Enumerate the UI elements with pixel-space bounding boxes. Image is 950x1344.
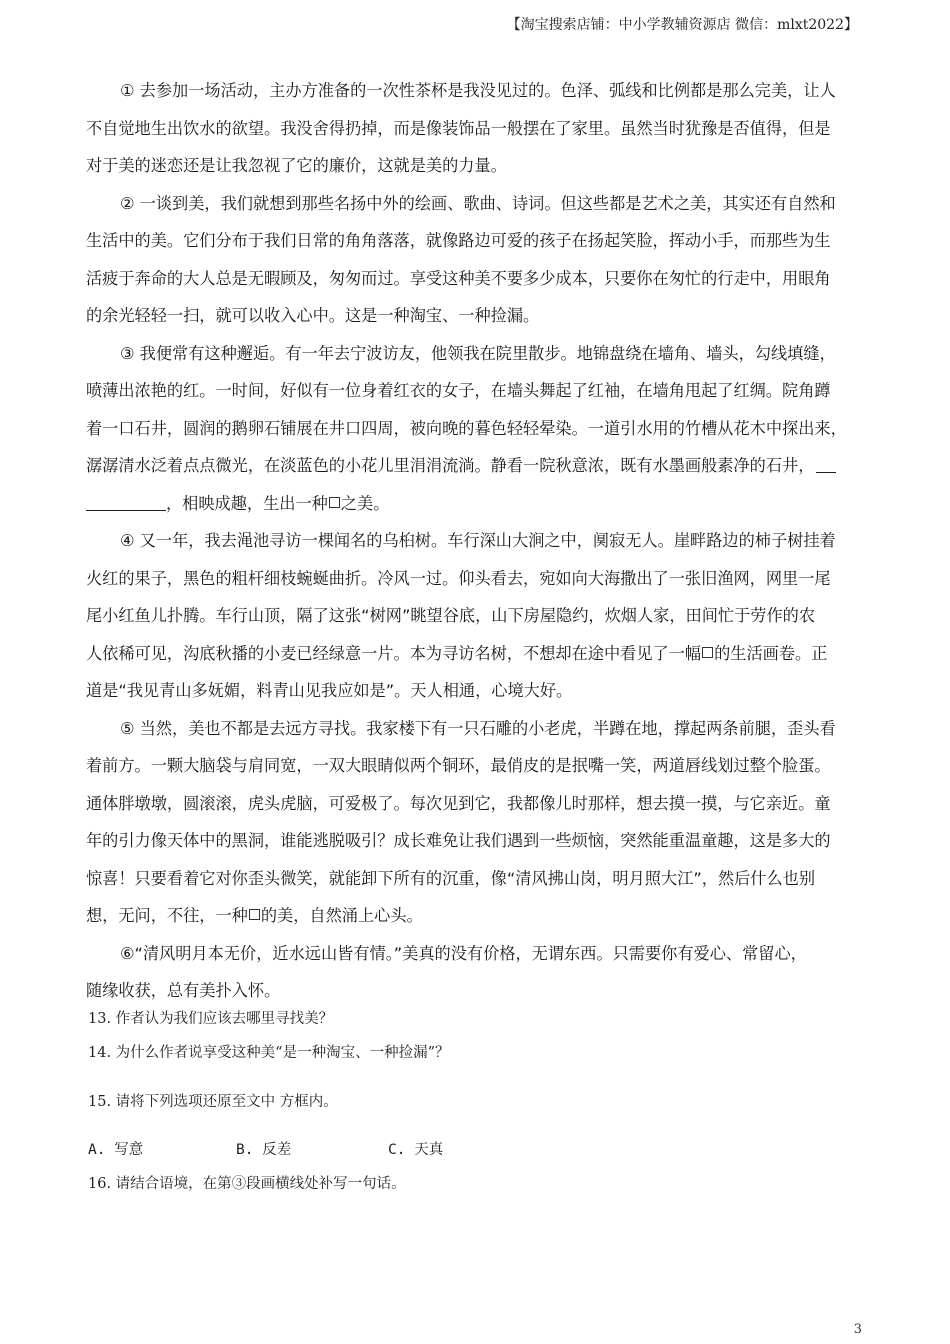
- question-14: 14. 为什么作者说享受这种美“是一种淘宝、一种捡漏”？: [88, 1045, 450, 1061]
- paragraph-line: 随缘收获，总有美扑入怀。: [86, 981, 281, 1000]
- paragraph-line: 道是“我见青山多妩媚，料青山见我应如是”。天人相通，心境大好。: [86, 681, 573, 700]
- paragraph-text: ，相映成趣，生出一种: [166, 493, 328, 513]
- paragraph-line: 着一口石井，圆润的鹅卵石铺展在井口四周，被向晚的暮色轻轻晕染。一道引水用的竹槽从花木中探出来，: [86, 418, 847, 438]
- paragraph-text: 的生活画卷。正: [714, 643, 828, 663]
- question-15: 15. 请将下列选项还原至文中 方框内。: [88, 1094, 338, 1110]
- paragraph-line: 对于美的迷恋还是让我忽视了它的廉价，这就是美的力量。: [86, 156, 507, 175]
- question-16: 16. 请结合语境，在第③段画横线处补写一句话。: [88, 1176, 406, 1192]
- paragraph-line: ① 去参加一场活动，主办方准备的一次性茶杯是我没见过的。色泽、弧线和比例都是那么完美，让人: [120, 81, 836, 100]
- paragraph-line: ③ 我便常有这种邂逅。有一年去宁波访友，他领我在院里散步。地锦盘绕在墙角、墙头，勾线填缝，: [120, 343, 836, 363]
- paragraph-line: 着前方。一颗大脑袋与肩同宽，一双大眼睛似两个铜环，最俏皮的是抿嘴一笑，两道唇线划过整个脸蛋。: [86, 756, 831, 775]
- paragraph-line: 的余光轻轻一扫，就可以收入心中。这是一种淘宝、一种捡漏。: [86, 306, 540, 325]
- paragraph-line: [86, 897, 876, 935]
- paragraph-line: [86, 635, 876, 673]
- option-c: C. 天真: [388, 1142, 444, 1158]
- page-number: 3: [853, 1322, 862, 1337]
- answer-box: [249, 909, 260, 920]
- paragraph-line: 火红的果子，黑色的粗杆细枝蜿蜒曲折。冷风一过。仰头看去，宛如向大海撒出了一张旧渔网，网里一尾: [86, 568, 831, 588]
- page-header: 【淘宝搜索店铺：中小学教辅资源店 微信：mlxt2022】: [506, 17, 858, 33]
- paragraph-line: 生活中的美。它们分布于我们日常的角角落落，就像路边可爱的孩子在扬起笑脸，挥动小手，而那些为生: [86, 231, 831, 250]
- paragraph-text: 之美。: [340, 493, 390, 513]
- paragraph-line: [86, 447, 876, 485]
- article-body: [86, 72, 876, 1010]
- answer-box: [329, 497, 340, 508]
- paragraph-line: ⑥“清风明月本无价，近水远山皆有情。”美真的没有价格，无谓东西。只需要你有爱心、常留心，: [120, 943, 807, 963]
- paragraph-line: 年的引力像天体中的黑洞，谁能逃脱吸引？成长难免让我们遇到一些烦恼，突然能重温童趣，这是多大的: [86, 831, 831, 850]
- question-13: 13. 作者认为我们应该去哪里寻找美？: [88, 1011, 334, 1027]
- option-b: B. 反差: [236, 1142, 292, 1158]
- answer-box: [702, 647, 713, 658]
- paragraph-text: 潺潺清水泛着点点微光，在淡蓝色的小花儿里涓涓流淌。静看一院秋意浓，既有水墨画般素净的石井，: [86, 456, 815, 475]
- paragraph-text: 的美，自然涌上心头。: [260, 906, 423, 925]
- paragraph-line: 通体胖墩墩，圆滚滚，虎头虎脑，可爱极了。每次见到它，我都像儿时那样，想去摸一摸，与它亲近。童: [86, 793, 831, 813]
- option-a: A. 写意: [88, 1142, 144, 1158]
- paragraph-line: 活疲于奔命的大人总是无暇顾及，匆匆而过。享受这种美不要多少成本，只要你在匆忙的行走中，用眼角: [86, 268, 831, 288]
- paragraph-line: ④ 又一年，我去渑池寻访一棵闻名的乌桕树。车行深山大涧之中，阒寂无人。崖畔路边的柿子树挂着: [120, 531, 836, 550]
- paragraph-text: 想，无问，不往，一种: [86, 906, 248, 925]
- paragraph-line: 不自觉地生出饮水的欲望。我没舍得扔掉，而是像装饰品一般摆在了家里。虽然当时犹豫是否值得，但是: [86, 118, 831, 138]
- fill-in-blank: [816, 452, 836, 473]
- paragraph-line: 惊喜！只要看着它对你歪头微笑，就能卸下所有的沉重，像“清风拂山岗，明月照大江”，然后什么也别: [86, 868, 816, 888]
- paragraph-text: 人依稀可见，沟底秋播的小麦已经绿意一片。本为寻访名树，不想却在途中看见了一幅: [86, 643, 702, 663]
- paragraph-line: ⑤ 当然，美也不都是去远方寻找。我家楼下有一只石雕的小老虎，半蹲在地，撑起两条前腿，歪头看: [120, 718, 836, 738]
- fill-in-blank: [86, 490, 166, 511]
- paragraph-line: [86, 485, 876, 523]
- paragraph-line: 尾小红鱼儿扑腾。车行山顶，隔了这张“树网”眺望谷底，山下房屋隐约，炊烟人家，田间忙于劳作的农: [86, 606, 816, 625]
- paragraph-line: ② 一谈到美，我们就想到那些名扬中外的绘画、歌曲、诗词。但这些都是艺术之美，其实还有自然和: [120, 193, 836, 213]
- paragraph-line: 喷薄出浓艳的红。一时间，好似有一位身着红衣的女子，在墙头舞起了红袖，在墙角甩起了红绸。院角蹲: [86, 381, 831, 400]
